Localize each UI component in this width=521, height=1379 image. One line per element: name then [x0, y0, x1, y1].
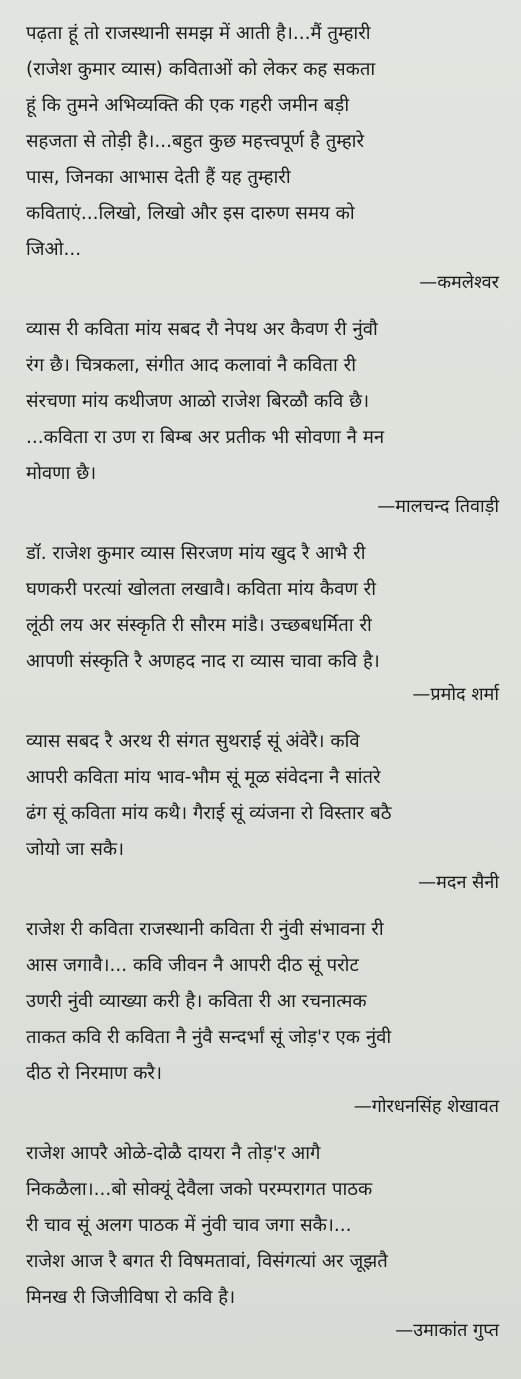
- quote-line: आपरी कविता मांय भाव-भौम सूं मूळ संवेदना नै सांतरे: [26, 767, 381, 788]
- quote-line: मिनख री जिजीविषा रो कवि है।: [26, 1287, 236, 1308]
- quote-author: —कमलेश्वर: [419, 272, 499, 293]
- quote-line: व्यास सबद रै अरथ री संगत सुथराई सूं अंवेरै। कवि: [26, 731, 360, 752]
- quote-line: राजेश री कविता राजस्थानी कविता री नुंवी संभावना री: [26, 919, 384, 940]
- quote-block: [26, 912, 499, 1122]
- quote-text: [26, 1136, 499, 1316]
- quote-line: पास, जिनका आभास देती हैं यह तुम्हारी: [26, 167, 291, 188]
- quote-line: री चाव सूं अलग पाठक में नुंवी चाव जगा सकै।...: [26, 1215, 352, 1236]
- quote-text: [26, 536, 499, 680]
- quote-line: ताकत कवि री कविता नै नुंवै सन्दर्भां सूं जोड़'र एक नुंवी: [26, 1027, 392, 1048]
- quote-line: ढंग सूं कविता मांय कथै। गैराई सूं व्यंजना रो विस्तार बठै: [26, 803, 392, 824]
- quote-line: हूं कि तुमने अभिव्यक्ति की एक गहरी जमीन बड़ी: [26, 95, 350, 116]
- quote-line: व्यास री कविता मांय सबद रौ नेपथ अर कैवण री नुंवौ: [26, 319, 378, 340]
- quote-author: —मालचन्द तिवाड़ी: [377, 496, 499, 517]
- quote-line: रंग छै। चित्रकला, संगीत आद कलावां नै कविता री: [26, 355, 357, 376]
- quote-line: आपणी संस्कृति रै अणहद नाद रा व्यास चावा कवि है।: [26, 651, 380, 672]
- quote-line: उणरी नुंवी व्याख्या करी है। कविता री आ रचनात्मक: [26, 991, 367, 1012]
- quote-line: संरचणा मांय कथीजण आळो राजेश बिरळौ कवि छै।: [26, 391, 370, 412]
- quote-line: राजेश आपरै ओळे-दोळै दायरा नै तोड़'र आगै: [26, 1143, 321, 1164]
- quote-line: डॉ. राजेश कुमार व्यास सिरजण मांय खुद रै आभै री: [26, 543, 366, 564]
- quote-line: पढ़ता हूं तो राजस्थानी समझ में आती है।...मैं तुम्हारी: [26, 23, 371, 44]
- quote-text: [26, 312, 499, 492]
- quote-text: [26, 724, 499, 868]
- quote-author: —प्रमोद शर्मा: [412, 684, 499, 705]
- quote-line: मोवणा छै।: [26, 463, 97, 484]
- quote-line: ...कविता रा उण रा बिम्ब अर प्रतीक भी सोवणा नै मन: [26, 427, 385, 448]
- quote-block: [26, 16, 499, 298]
- quote-line: जिओ...: [26, 239, 82, 260]
- quote-block: [26, 312, 499, 522]
- quote-line: लूंठी लय अर संस्कृति री सौरम मांडै। उच्छबधर्मिता री: [26, 615, 372, 636]
- quote-block: [26, 724, 499, 898]
- quote-author: —गोरधनसिंह शेखावत: [353, 1096, 499, 1117]
- quote-text: [26, 912, 499, 1092]
- quote-line: सहजता से तोड़ी है।...बहुत कुछ महत्त्वपूर्ण है तुम्हारे: [26, 131, 365, 152]
- quote-author: —मदन सैनी: [418, 872, 499, 893]
- quote-line: जोयो जा सकै।: [26, 839, 125, 860]
- quote-line: राजेश आज रै बगत री विषमतावां, विसंगत्यां अर जूझतै: [26, 1251, 388, 1272]
- quote-line: निकळैला।...बो सोक्यूं देवैला जको परम्परागत पाठक: [26, 1179, 373, 1200]
- quote-block: [26, 536, 499, 710]
- quote-line: आस जगावै।... कवि जीवन नै आपरी दीठ सूं परोट: [26, 955, 359, 976]
- quote-author: —उमाकांत गुप्त: [395, 1320, 499, 1341]
- quote-line: दीठ रो निरमाण करै।: [26, 1063, 163, 1084]
- quote-line: (राजेश कुमार व्यास) कविताओं को लेकर कह सकता: [26, 59, 376, 80]
- quote-block: [26, 1136, 499, 1346]
- quote-line: कविताएं...लिखो, लिखो और इस दारुण समय को: [26, 203, 355, 224]
- quote-line: घणकरी परत्यां खोलता लखावै। कविता मांय कैवण री: [26, 579, 377, 600]
- quote-text: [26, 16, 499, 268]
